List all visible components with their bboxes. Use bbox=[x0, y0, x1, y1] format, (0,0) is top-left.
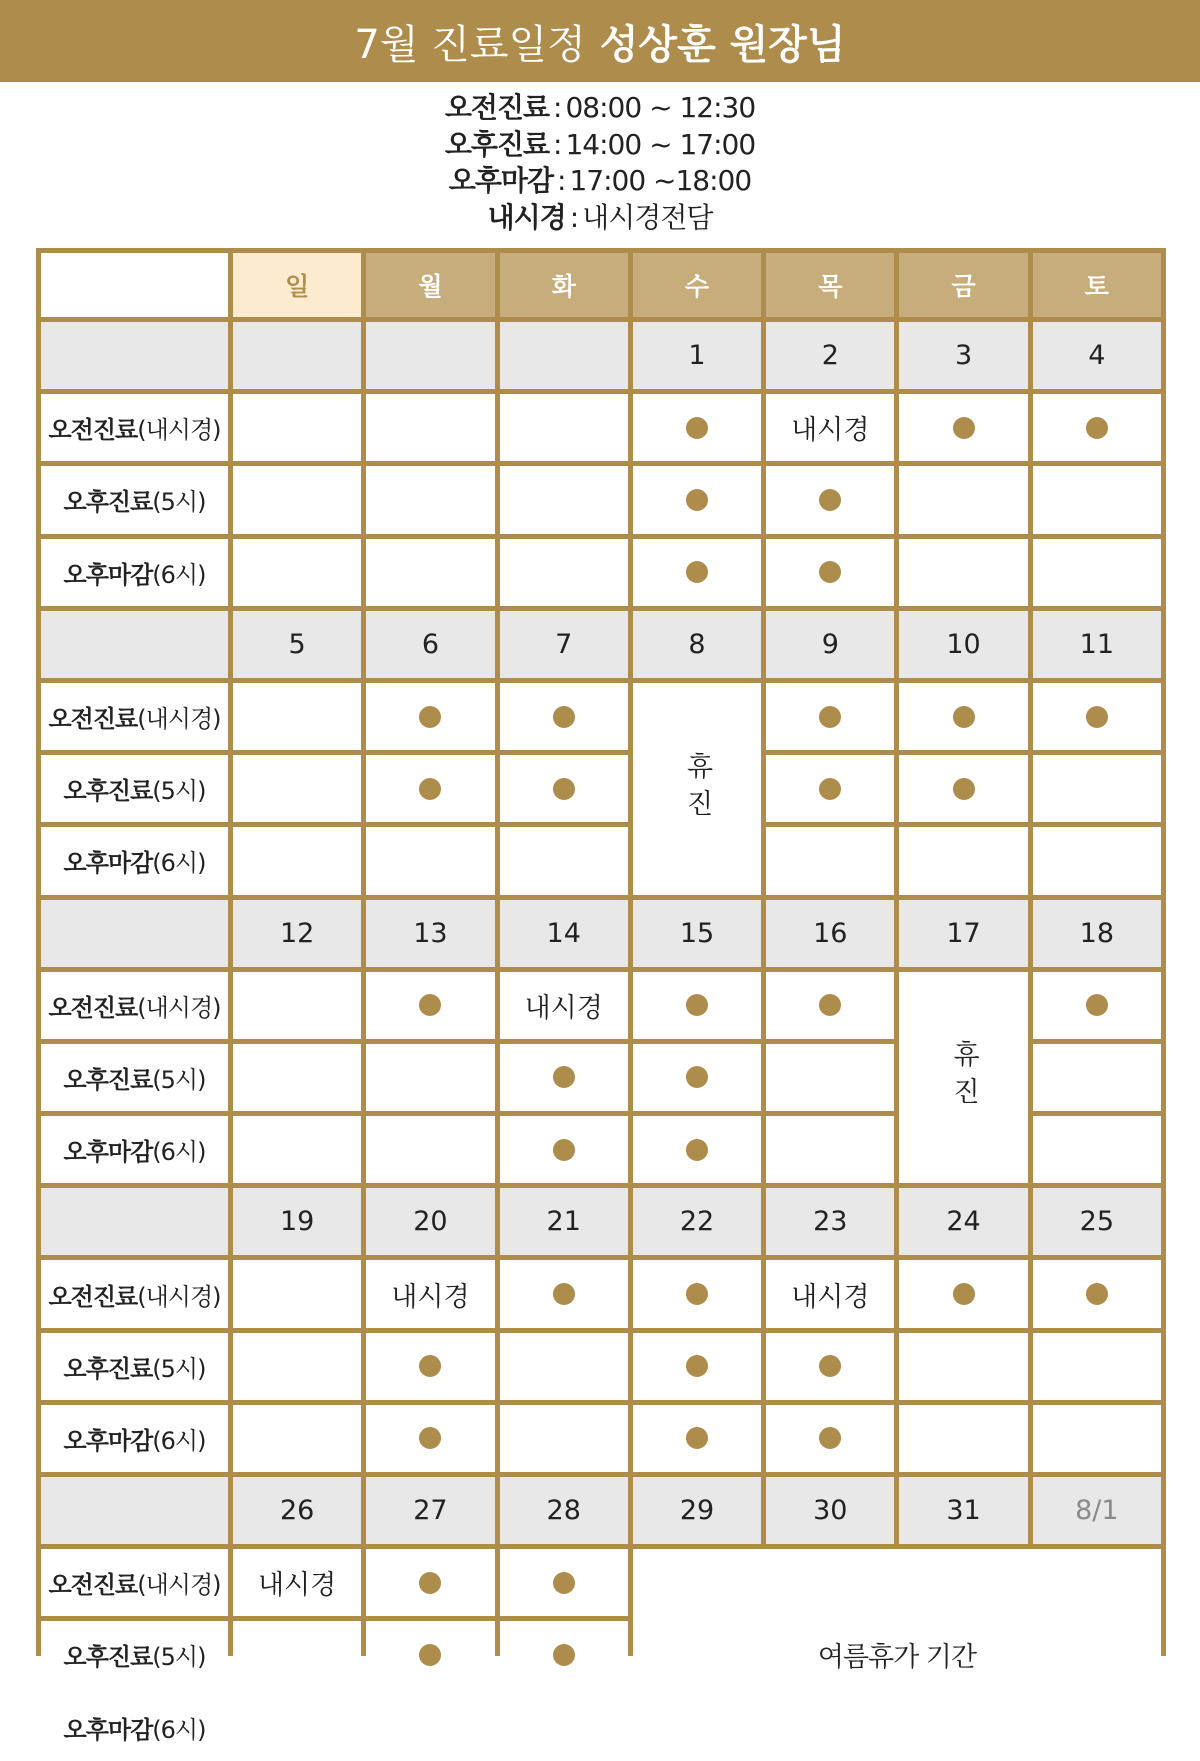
schedule-cell bbox=[1033, 1116, 1161, 1183]
endoscopy-cell: 내시경 bbox=[766, 394, 894, 461]
open-dot-icon bbox=[953, 706, 975, 728]
row-label-main: 오전진료 bbox=[48, 705, 138, 734]
day-header: 목 bbox=[766, 253, 894, 317]
open-dot-icon bbox=[953, 778, 975, 800]
schedule-cell bbox=[366, 466, 494, 533]
row-label-am bbox=[41, 972, 228, 1039]
open-dot-icon bbox=[419, 1644, 441, 1666]
schedule-cell bbox=[500, 1405, 628, 1472]
open-dot-icon bbox=[819, 994, 841, 1016]
schedule-cell bbox=[899, 539, 1027, 606]
schedule-cell bbox=[1033, 394, 1161, 461]
date-cell bbox=[366, 322, 494, 389]
schedule-cell bbox=[366, 972, 494, 1039]
date-cell: 21 bbox=[500, 1188, 628, 1255]
row-label-pm bbox=[41, 466, 228, 533]
open-dot-icon bbox=[819, 706, 841, 728]
hours-label: 오후마감 bbox=[448, 164, 553, 197]
row-label-main: 오전진료 bbox=[48, 416, 138, 445]
schedule-cell bbox=[899, 755, 1027, 822]
schedule-cell bbox=[366, 827, 494, 894]
row-label-am bbox=[41, 1260, 228, 1327]
date-cell: 23 bbox=[766, 1188, 894, 1255]
row-label-note: (내시경) bbox=[137, 1282, 221, 1311]
row-label-main: 오후진료 bbox=[63, 777, 153, 806]
week-label-cell bbox=[41, 1188, 228, 1255]
date-cell: 7 bbox=[500, 611, 628, 678]
open-dot-icon bbox=[686, 417, 708, 439]
date-cell: 18 bbox=[1033, 900, 1161, 967]
row-label-note: (내시경) bbox=[137, 1571, 221, 1600]
schedule-cell bbox=[233, 683, 361, 750]
hours-line-late bbox=[449, 163, 751, 200]
schedule-cell bbox=[1033, 466, 1161, 533]
row-label-main: 오전진료 bbox=[48, 993, 138, 1022]
schedule-cell bbox=[1033, 683, 1161, 750]
date-cell: 15 bbox=[633, 900, 761, 967]
schedule-cell bbox=[500, 539, 628, 606]
row-label-note: (내시경) bbox=[137, 416, 221, 445]
row-label-am bbox=[41, 394, 228, 461]
schedule-cell bbox=[633, 972, 761, 1039]
row-label-note: (내시경) bbox=[137, 993, 221, 1022]
row-label-main: 오후마감 bbox=[63, 1715, 153, 1744]
schedule-cell bbox=[899, 466, 1027, 533]
schedule-cell bbox=[233, 1260, 361, 1327]
row-label-pm bbox=[41, 1621, 228, 1688]
schedule-cell bbox=[633, 1333, 761, 1400]
date-cell: 8 bbox=[633, 611, 761, 678]
date-cell: 8/1 bbox=[1033, 1477, 1161, 1544]
schedule-cell bbox=[233, 1694, 361, 1761]
hours-line-endoscopy bbox=[488, 200, 713, 237]
open-dot-icon bbox=[686, 489, 708, 511]
row-label-main: 오후마감 bbox=[63, 1426, 153, 1455]
hours-value: 14:00 ~ 17:00 bbox=[565, 127, 756, 161]
schedule-cell bbox=[366, 1333, 494, 1400]
date-cell: 16 bbox=[766, 900, 894, 967]
schedule-cell bbox=[899, 827, 1027, 894]
row-label-am bbox=[41, 683, 228, 750]
open-dot-icon bbox=[819, 1355, 841, 1377]
date-cell: 6 bbox=[366, 611, 494, 678]
summer-vacation: 여름휴가 기간 bbox=[633, 1549, 1161, 1761]
schedule-cell bbox=[1033, 972, 1161, 1039]
hours-separator: : bbox=[553, 91, 562, 124]
schedule-cell bbox=[233, 1405, 361, 1472]
date-cell: 22 bbox=[633, 1188, 761, 1255]
day-header: 월 bbox=[366, 253, 494, 317]
hours-value: 내시경전담 bbox=[582, 200, 713, 234]
date-cell: 29 bbox=[633, 1477, 761, 1544]
date-cell: 3 bbox=[899, 322, 1027, 389]
schedule-cell bbox=[766, 972, 894, 1039]
row-label-note: (6시) bbox=[152, 1138, 206, 1167]
schedule-cell bbox=[766, 683, 894, 750]
hours-label: 내시경 bbox=[487, 200, 566, 234]
schedule-cell bbox=[633, 1044, 761, 1111]
week-label-cell bbox=[41, 322, 228, 389]
date-cell: 12 bbox=[233, 900, 361, 967]
row-label-pm bbox=[41, 1333, 228, 1400]
schedule-cell bbox=[1033, 827, 1161, 894]
schedule-cell bbox=[500, 1333, 628, 1400]
schedule-cell bbox=[366, 539, 494, 606]
endoscopy-cell: 내시경 bbox=[500, 972, 628, 1039]
date-cell: 20 bbox=[366, 1188, 494, 1255]
schedule-cell bbox=[1033, 1405, 1161, 1472]
open-dot-icon bbox=[1086, 1283, 1108, 1305]
schedule-cell bbox=[633, 1405, 761, 1472]
schedule-cell bbox=[500, 827, 628, 894]
schedule-cell bbox=[500, 1260, 628, 1327]
open-dot-icon bbox=[553, 1644, 575, 1666]
row-label-main: 오전진료 bbox=[48, 1282, 138, 1311]
row-label-late bbox=[41, 1694, 228, 1761]
schedule-cell bbox=[233, 1621, 361, 1688]
schedule-cell bbox=[233, 755, 361, 822]
schedule-cell bbox=[500, 1694, 628, 1761]
date-cell: 9 bbox=[766, 611, 894, 678]
schedule-cell bbox=[899, 1333, 1027, 1400]
open-dot-icon bbox=[1086, 417, 1108, 439]
schedule-cell bbox=[500, 1549, 628, 1616]
open-dot-icon bbox=[553, 706, 575, 728]
schedule-cell bbox=[633, 1260, 761, 1327]
open-dot-icon bbox=[419, 1572, 441, 1594]
row-label-main: 오후마감 bbox=[63, 560, 153, 589]
row-label-main: 오후마감 bbox=[63, 1138, 153, 1167]
open-dot-icon bbox=[686, 994, 708, 1016]
row-label-note: (6시) bbox=[152, 1715, 206, 1744]
row-label-main: 오후진료 bbox=[63, 1643, 153, 1672]
row-label-note: (5시) bbox=[152, 488, 206, 517]
schedule-cell bbox=[500, 394, 628, 461]
schedule-cell bbox=[500, 755, 628, 822]
schedule-cell bbox=[233, 466, 361, 533]
hours-line-pm bbox=[445, 127, 755, 164]
open-dot-icon bbox=[686, 1355, 708, 1377]
open-dot-icon bbox=[819, 489, 841, 511]
schedule-cell bbox=[1033, 539, 1161, 606]
row-label-note: (5시) bbox=[152, 777, 206, 806]
endoscopy-cell: 내시경 bbox=[366, 1260, 494, 1327]
open-dot-icon bbox=[953, 1283, 975, 1305]
date-cell: 4 bbox=[1033, 322, 1161, 389]
schedule-cell bbox=[766, 539, 894, 606]
open-dot-icon bbox=[419, 778, 441, 800]
schedule-cell bbox=[233, 394, 361, 461]
open-dot-icon bbox=[419, 1355, 441, 1377]
date-cell: 13 bbox=[366, 900, 494, 967]
schedule-cell bbox=[233, 827, 361, 894]
closed-day: 휴진 bbox=[633, 683, 761, 895]
open-dot-icon bbox=[686, 1139, 708, 1161]
schedule-cell bbox=[366, 1694, 494, 1761]
date-cell: 25 bbox=[1033, 1188, 1161, 1255]
row-label-main: 오후진료 bbox=[63, 488, 153, 517]
date-cell: 1 bbox=[633, 322, 761, 389]
day-header: 화 bbox=[500, 253, 628, 317]
schedule-cell bbox=[366, 394, 494, 461]
schedule-cell bbox=[366, 1405, 494, 1472]
row-label-late bbox=[41, 827, 228, 894]
week-label-cell bbox=[41, 900, 228, 967]
hours-separator: : bbox=[569, 200, 579, 234]
schedule-cell bbox=[233, 1116, 361, 1183]
day-header: 수 bbox=[633, 253, 761, 317]
schedule-cell bbox=[366, 1549, 494, 1616]
schedule-cell bbox=[633, 394, 761, 461]
open-dot-icon bbox=[686, 1427, 708, 1449]
schedule-cell bbox=[1033, 1260, 1161, 1327]
date-cell: 27 bbox=[366, 1477, 494, 1544]
open-dot-icon bbox=[419, 994, 441, 1016]
hours-value: 17:00 ~18:00 bbox=[569, 164, 752, 197]
row-label-main: 오후마감 bbox=[63, 849, 153, 878]
row-label-note: (6시) bbox=[152, 560, 206, 589]
date-cell: 17 bbox=[899, 900, 1027, 967]
row-label-late bbox=[41, 1116, 228, 1183]
date-cell: 2 bbox=[766, 322, 894, 389]
date-cell bbox=[233, 322, 361, 389]
schedule-cell bbox=[366, 755, 494, 822]
row-label-am bbox=[41, 1549, 228, 1616]
schedule-calendar bbox=[36, 248, 1166, 1744]
schedule-cell bbox=[899, 394, 1027, 461]
open-dot-icon bbox=[819, 561, 841, 583]
schedule-cell bbox=[500, 1116, 628, 1183]
row-label-main: 오후진료 bbox=[63, 1065, 153, 1094]
schedule-cell bbox=[500, 466, 628, 533]
date-cell: 19 bbox=[233, 1188, 361, 1255]
office-hours bbox=[0, 90, 1200, 236]
doctor-name: 성상훈 원장님 bbox=[599, 21, 846, 68]
schedule-cell bbox=[766, 827, 894, 894]
day-header: 금 bbox=[899, 253, 1027, 317]
schedule-cell bbox=[500, 1044, 628, 1111]
schedule-month-title: 7월 진료일정 bbox=[354, 21, 586, 68]
row-label-note: (5시) bbox=[152, 1354, 206, 1383]
open-dot-icon bbox=[553, 1283, 575, 1305]
open-dot-icon bbox=[686, 1066, 708, 1088]
schedule-cell bbox=[1033, 1044, 1161, 1111]
schedule-cell bbox=[366, 1044, 494, 1111]
row-label-late bbox=[41, 539, 228, 606]
schedule-cell bbox=[633, 466, 761, 533]
open-dot-icon bbox=[419, 706, 441, 728]
date-cell: 5 bbox=[233, 611, 361, 678]
row-label-main: 오후진료 bbox=[63, 1354, 153, 1383]
schedule-cell bbox=[766, 1116, 894, 1183]
hours-separator: : bbox=[557, 164, 566, 197]
week-label-cell bbox=[41, 1477, 228, 1544]
date-cell: 24 bbox=[899, 1188, 1027, 1255]
row-label-note: (내시경) bbox=[137, 705, 221, 734]
hours-value: 08:00 ~ 12:30 bbox=[565, 91, 756, 124]
schedule-cell bbox=[233, 1044, 361, 1111]
open-dot-icon bbox=[553, 1139, 575, 1161]
date-cell: 28 bbox=[500, 1477, 628, 1544]
schedule-cell bbox=[233, 1333, 361, 1400]
schedule-cell bbox=[1033, 1333, 1161, 1400]
date-cell: 11 bbox=[1033, 611, 1161, 678]
schedule-cell bbox=[899, 683, 1027, 750]
hours-line-am bbox=[445, 90, 755, 127]
endoscopy-cell: 내시경 bbox=[766, 1260, 894, 1327]
row-label-pm bbox=[41, 1044, 228, 1111]
open-dot-icon bbox=[819, 778, 841, 800]
row-label-note: (5시) bbox=[152, 1643, 206, 1672]
schedule-cell bbox=[500, 1621, 628, 1688]
row-label-note: (6시) bbox=[152, 849, 206, 878]
schedule-cell bbox=[899, 1405, 1027, 1472]
open-dot-icon bbox=[553, 1572, 575, 1594]
schedule-cell bbox=[1033, 755, 1161, 822]
schedule-cell bbox=[366, 1116, 494, 1183]
schedule-cell bbox=[766, 1405, 894, 1472]
open-dot-icon bbox=[1086, 994, 1108, 1016]
open-dot-icon bbox=[819, 1427, 841, 1449]
row-label-note: (5시) bbox=[152, 1065, 206, 1094]
hours-label: 오전진료 bbox=[444, 91, 550, 124]
date-cell: 14 bbox=[500, 900, 628, 967]
date-cell bbox=[500, 322, 628, 389]
schedule-cell bbox=[766, 755, 894, 822]
open-dot-icon bbox=[1086, 706, 1108, 728]
schedule-cell bbox=[366, 1621, 494, 1688]
corner-cell bbox=[41, 253, 228, 317]
day-header: 일 bbox=[233, 253, 361, 317]
date-cell: 10 bbox=[899, 611, 1027, 678]
closed-day: 휴진 bbox=[899, 972, 1027, 1184]
schedule-cell bbox=[766, 466, 894, 533]
open-dot-icon bbox=[553, 778, 575, 800]
schedule-cell bbox=[633, 1116, 761, 1183]
title-banner bbox=[0, 0, 1200, 82]
open-dot-icon bbox=[686, 561, 708, 583]
day-header: 토 bbox=[1033, 253, 1161, 317]
row-label-note: (6시) bbox=[152, 1426, 206, 1455]
schedule-cell bbox=[766, 1044, 894, 1111]
schedule-cell bbox=[766, 1333, 894, 1400]
schedule-cell bbox=[366, 683, 494, 750]
schedule-cell bbox=[633, 539, 761, 606]
date-cell: 30 bbox=[766, 1477, 894, 1544]
schedule-cell bbox=[899, 1260, 1027, 1327]
schedule-cell bbox=[233, 539, 361, 606]
open-dot-icon bbox=[953, 417, 975, 439]
hours-label: 오후진료 bbox=[444, 127, 550, 161]
open-dot-icon bbox=[419, 1427, 441, 1449]
open-dot-icon bbox=[553, 1066, 575, 1088]
row-label-late bbox=[41, 1405, 228, 1472]
open-dot-icon bbox=[686, 1283, 708, 1305]
week-label-cell bbox=[41, 611, 228, 678]
row-label-main: 오전진료 bbox=[48, 1571, 138, 1600]
date-cell: 31 bbox=[899, 1477, 1027, 1544]
endoscopy-cell: 내시경 bbox=[233, 1549, 361, 1616]
schedule-cell bbox=[233, 972, 361, 1039]
hours-separator: : bbox=[553, 127, 562, 161]
date-cell: 26 bbox=[233, 1477, 361, 1544]
row-label-pm bbox=[41, 755, 228, 822]
schedule-cell bbox=[500, 683, 628, 750]
